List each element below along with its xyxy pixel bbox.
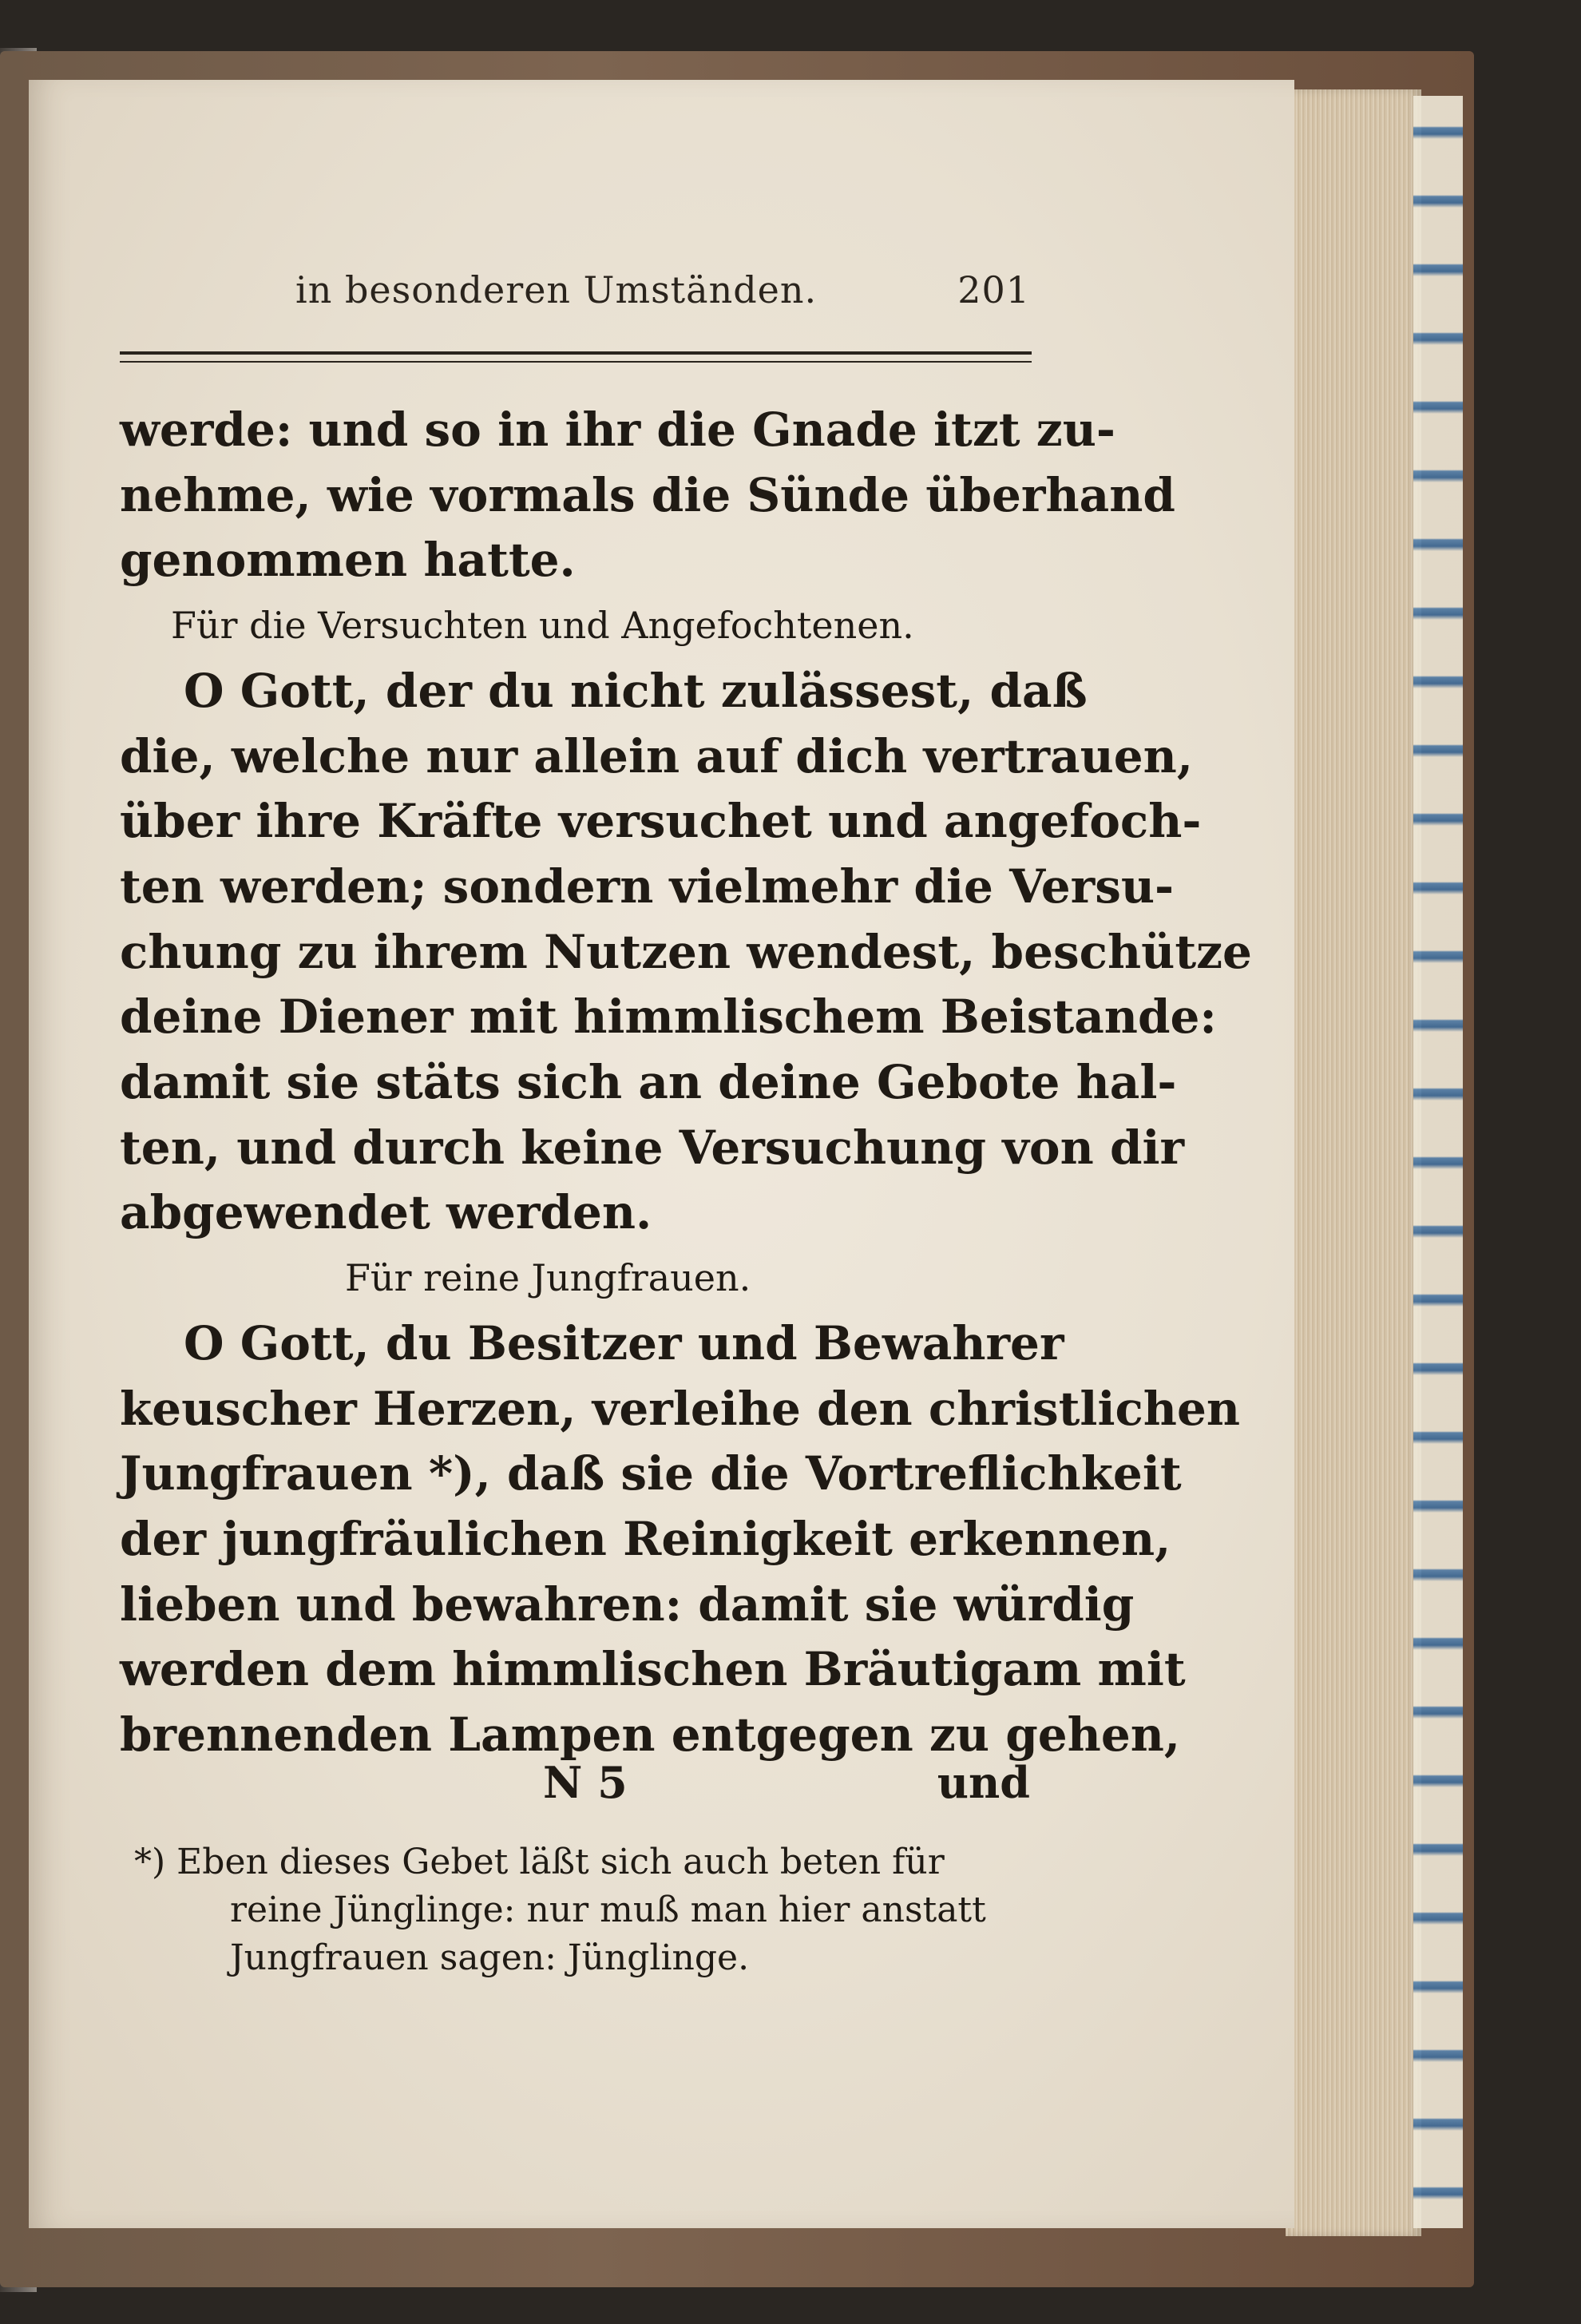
- text-line: nehme, wie vormals die Sünde überhand: [120, 467, 1175, 522]
- text-line: deine Diener mit himmlischem Beistande:: [120, 989, 1217, 1045]
- footnote-line: Jungfrauen sagen: Jünglinge.: [230, 1937, 750, 1978]
- text-line: ten, und durch keine Versuchung von dir: [120, 1120, 1185, 1175]
- section-heading: Für reine Jungfrauen.: [345, 1256, 751, 1300]
- section-heading: Für die Versuchten und Angefochtenen.: [171, 604, 914, 648]
- footnote-line: reine Jünglinge: nur muß man hier anstatt: [230, 1890, 986, 1930]
- marbled-fore-edge: [1413, 96, 1463, 2228]
- text-line: lieben und bewahren: damit sie würdig: [120, 1576, 1135, 1632]
- running-header: [295, 268, 1030, 311]
- running-title: in besonderen Umständen.: [295, 268, 818, 311]
- page-stack-edge: [1286, 89, 1421, 2236]
- text-line: werde: und so in ihr die Gnade itzt zu-: [120, 403, 1115, 457]
- signature-mark: N 5: [543, 1757, 628, 1808]
- text-line: chung zu ihrem Nutzen wendest, beschütze: [120, 924, 1252, 979]
- catchword: und: [937, 1757, 1030, 1808]
- text-line: werden dem himmlischen Bräutigam mit: [120, 1642, 1186, 1697]
- header-rule: [120, 351, 1032, 355]
- footnote: [134, 1838, 1060, 1982]
- text-line: ten werden; sondern vielmehr die Versu-: [120, 859, 1175, 914]
- text-line: O Gott, du Besitzer und Bewahrer: [184, 1315, 1064, 1370]
- text-line: brennenden Lampen entgegen zu gehen,: [120, 1707, 1181, 1763]
- text-line: über ihre Kräfte versuchet und angefoch-: [120, 794, 1202, 849]
- text-line: abgewendet werden.: [120, 1185, 652, 1240]
- body-text: [120, 398, 1252, 1768]
- text-line: der jungfräulichen Reinigkeit erkennen,: [120, 1511, 1171, 1566]
- footnote-line: *) Eben dieses Gebet läßt sich auch beten für: [134, 1842, 945, 1882]
- text-line: keuscher Herzen, verleihe den christlichen: [120, 1381, 1241, 1436]
- page-number: 201: [957, 268, 1030, 311]
- text-line: die, welche nur allein auf dich vertrauen,: [120, 728, 1194, 783]
- text-line: Jungfrauen *), daß sie die Vortreflichkeit: [120, 1446, 1182, 1501]
- header-rule-thin: [120, 361, 1032, 363]
- text-line: damit sie stäts sich an deine Gebote hal-: [120, 1055, 1177, 1110]
- text-line: genommen hatte.: [120, 533, 576, 588]
- text-line: O Gott, der du nicht zulässest, daß: [184, 663, 1088, 718]
